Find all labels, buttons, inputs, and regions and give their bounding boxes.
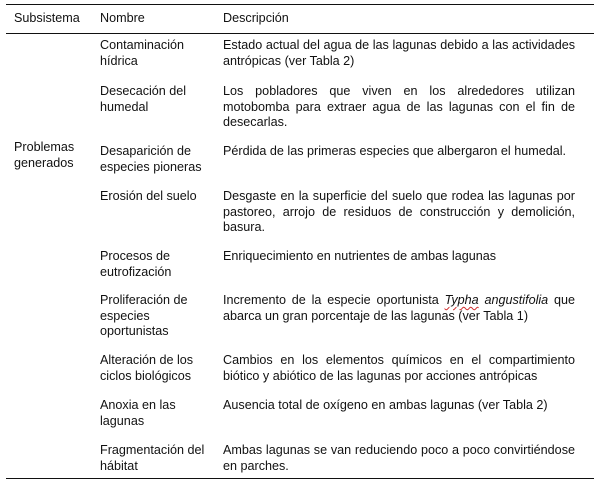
subsystem-label: Problemas generados — [14, 140, 75, 170]
row-name: Alteración de los ciclos biológicos — [100, 353, 194, 383]
row-name: Desaparición de especies pioneras — [100, 144, 202, 174]
row-description — [223, 293, 575, 324]
row-description: Cambios en los elementos químicos en el compartimiento biótico y abiótico de las lagunas por acciones antrópicas — [223, 353, 575, 383]
row-name: Fragmentación del hábitat — [100, 443, 205, 473]
row-description: Desgaste en la superficie del suelo que rodea las lagunas por pastoreo, arrojo de residuos de construcción y demolición, basura. — [223, 189, 575, 234]
row-description: Ausencia total de oxígeno en ambas lagunas (ver Tabla 2) — [223, 398, 548, 412]
row-name: Anoxia en las lagunas — [100, 398, 176, 428]
header-subsistema: Subsistema — [14, 11, 80, 25]
genus-name: Typha — [444, 293, 479, 307]
header-nombre: Nombre — [100, 11, 145, 25]
row-name: Desecación del humedal — [100, 84, 187, 114]
row-description: Pérdida de las primeras especies que albergaron el humedal. — [223, 144, 567, 158]
header-descripcion: Descripción — [223, 11, 289, 25]
row-name: Proliferación de especies oportunistas — [100, 293, 188, 338]
row-description: Estado actual del agua de las lagunas debido a las actividades antrópicas (ver Tabla 2) — [223, 38, 575, 68]
row-name: Procesos de eutrofización — [100, 249, 172, 279]
header-rule — [6, 33, 594, 34]
row-description: Los pobladores que viven en los alrededores utilizan motobomba para extraer agua de las lagunas con el fin de desecarlas. — [223, 84, 575, 129]
row-name: Contaminación hídrica — [100, 38, 185, 68]
desc-text: Incremento de la especie oportunista — [223, 293, 445, 307]
row-description: Enriquecimiento en nutrientes de ambas lagunas — [223, 249, 497, 263]
desc-text: que abarca un gran porcentaje de las lagunas (ver Tabla 1) — [223, 293, 576, 323]
bottom-rule — [6, 478, 594, 479]
top-rule — [6, 4, 594, 5]
species-name — [445, 293, 549, 307]
row-name: Erosión del suelo — [100, 189, 197, 203]
row-description: Ambas lagunas se van reduciendo poco a poco convirtiéndose en parches. — [223, 443, 575, 473]
species-epithet: angustifolia — [478, 293, 549, 307]
